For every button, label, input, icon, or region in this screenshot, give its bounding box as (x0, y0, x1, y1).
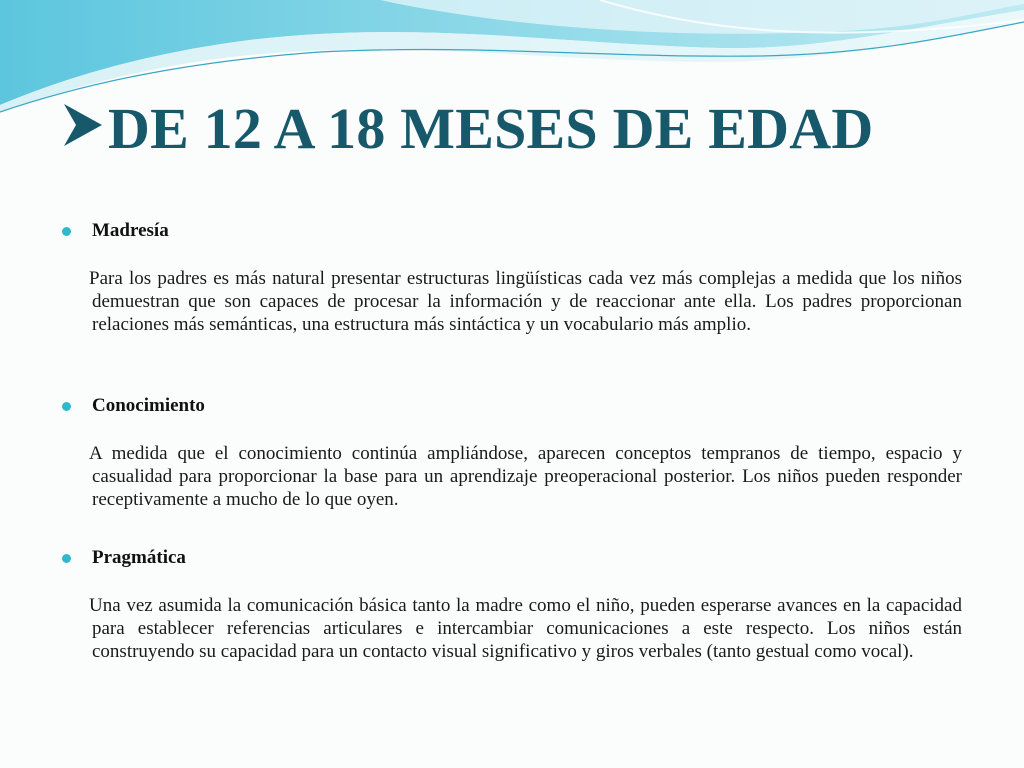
section-conocimiento (62, 394, 962, 511)
bullet-dot-icon (62, 554, 71, 563)
section-heading-row (62, 546, 962, 570)
section-heading: Conocimiento (92, 395, 205, 416)
section-heading: Pragmática (92, 547, 186, 568)
section-heading-row (62, 219, 962, 243)
bullet-dot-icon (62, 402, 71, 411)
arrow-bullet-icon (60, 100, 106, 150)
section-paragraph: Una vez asumida la comunicación básica tanto la madre como el niño, pueden esperarse avances en la capacidad para establecer referencias articulares e intercambiar comunicaciones a este respecto. Los niños están construyendo su capacidad para un contacto visual significativo y giros verbales (tanto gestual como vocal). (89, 595, 962, 662)
slide-title-text: DE 12 A 18 MESES DE EDAD (108, 96, 874, 161)
slide-title (60, 95, 873, 162)
section-paragraph: A medida que el conocimiento continúa ampliándose, aparecen conceptos tempranos de tiempo, espacio y casualidad para proporcionar la base para un aprendizaje preoperacional posterior. Los niños pueden responder receptivamente a mucho de lo que oyen. (89, 443, 962, 510)
section-heading: Madresía (92, 220, 169, 241)
bullet-dot-icon (62, 227, 71, 236)
section-pragmatica (62, 546, 962, 663)
section-madresia (62, 219, 962, 336)
section-paragraph: Para los padres es más natural presentar estructuras lingüísticas cada vez más complejas a medida que los niños demuestran que son capaces de procesar la información y de reaccionar ante ella. Los padres proporcionan relaciones más semánticas, una estructura más sintáctica y un vocabulario más amplio. (89, 268, 962, 335)
section-heading-row (62, 394, 962, 418)
